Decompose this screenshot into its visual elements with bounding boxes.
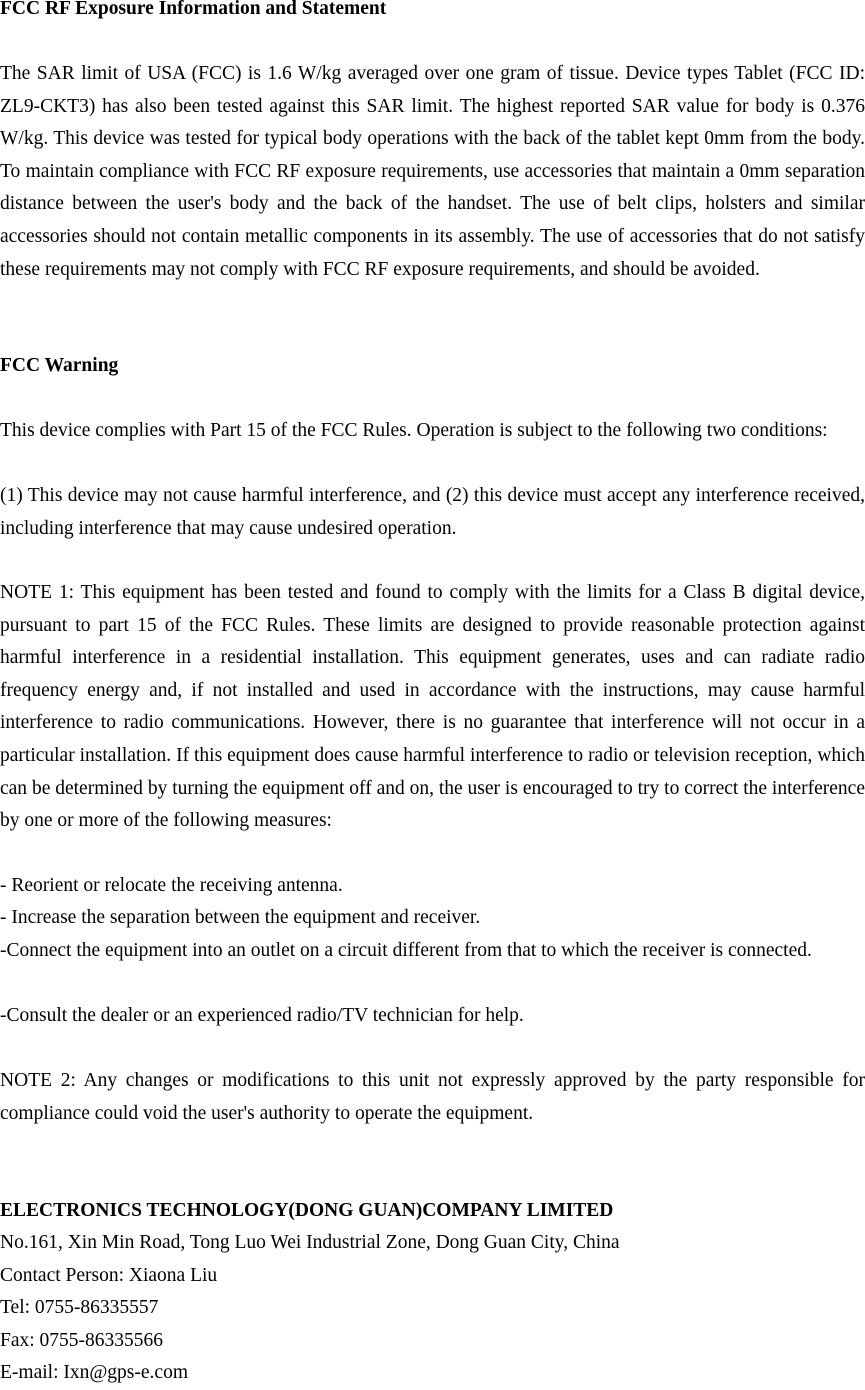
note2-paragraph: NOTE 2: Any changes or modifications to this unit not expressly approved by the party responsible for compliance could void the user's authority to operate the equipment.: [0, 1070, 865, 1124]
sar-paragraph: The SAR limit of USA (FCC) is 1.6 W/kg averaged over one gram of tissue. Device types Tablet (FCC ID: ZL9-CKT3) has also been tested against this SAR limit. The highest reported SAR value for body is 0.376 W/kg. This device was tested for typical body operations with the back of the tablet kept 0mm from the body. To maintain compliance with FCC RF exposure requirements, use accessories that maintain a 0mm separation distance between the user's body and the back of the handset. The use of belt clips, holsters and similar accessories should not contain metallic components in its assembly. The use of accessories that do not satisfy these requirements may not comply with FCC RF exposure requirements, and should be avoided.: [0, 63, 865, 280]
company-name: ELECTRONICS TECHNOLOGY(DONG GUAN)COMPANY LIMITED: [0, 1200, 614, 1221]
sar-heading: FCC RF Exposure Information and Statement: [0, 0, 387, 19]
measure-item: - Increase the separation between the equipment and receiver.: [0, 907, 481, 928]
warning-conditions: (1) This device may not cause harmful interference, and (2) this device must accept any interference received, including interference that may cause undesired operation.: [0, 485, 865, 539]
measure-item: -Connect the equipment into an outlet on a circuit different from that to which the receiver is connected.: [0, 940, 812, 961]
note1-paragraph: NOTE 1: This equipment has been tested and found to comply with the limits for a Class B digital device, pursuant to part 15 of the FCC Rules. These limits are designed to provide reasonable protection against harmful interference in a residential installation. This equipment generates, uses and can radiate radio frequency energy and, if not installed and used in accordance with the instructions, may cause harmful interference to radio communications. However, there is no guarantee that interference will not occur in a particular installation. If this equipment does cause harmful interference to radio or television reception, which can be determined by turning the equipment off and on, the user is encouraged to try to correct the interference by one or more of the following measures:: [0, 582, 865, 832]
company-tel: Tel: 0755-86335557: [0, 1297, 159, 1318]
warning-heading: FCC Warning: [0, 355, 119, 376]
measure-item: - Reorient or relocate the receiving antenna.: [0, 875, 343, 896]
measure-item: -Consult the dealer or an experienced radio/TV technician for help.: [0, 1005, 524, 1026]
company-email: E-mail: Ixn@gps-e.com: [0, 1362, 188, 1383]
company-contact: Contact Person: Xiaona Liu: [0, 1265, 218, 1286]
warning-intro: This device complies with Part 15 of the FCC Rules. Operation is subject to the following two conditions:: [0, 420, 828, 441]
company-address: No.161, Xin Min Road, Tong Luo Wei Industrial Zone, Dong Guan City, China: [0, 1232, 620, 1253]
company-fax: Fax: 0755-86335566: [0, 1330, 164, 1351]
